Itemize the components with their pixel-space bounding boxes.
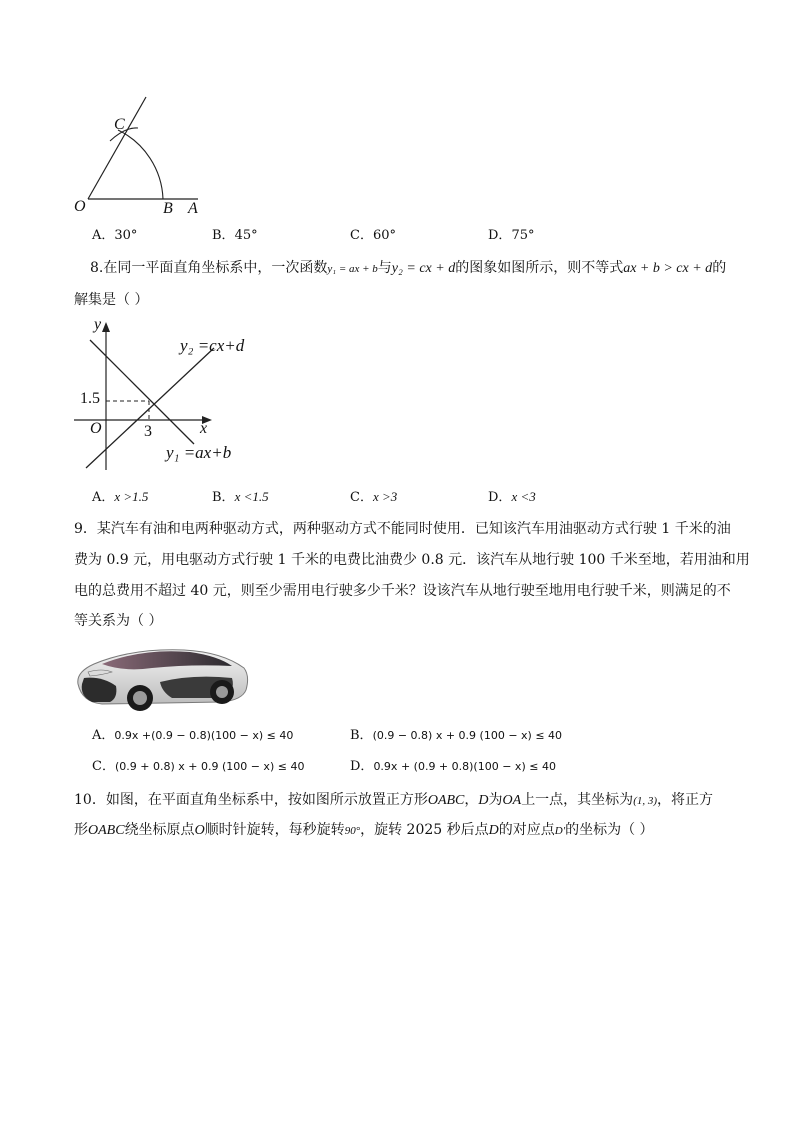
q10-stem-line1 (74, 790, 713, 811)
q10-text: 10．如图，在平面直角坐标系中，按如图所示放置正方形 (74, 792, 428, 808)
q8-x-tick-label: 3 (144, 423, 152, 440)
q10-origin: O (194, 823, 205, 838)
option-value: 0.9x + (0.9 + 0.8)(100 − x) ≤ 40 (373, 760, 556, 773)
q8-function-1: y₁ = ax + b (327, 263, 378, 275)
q9-option-b[interactable] (350, 726, 562, 746)
option-value: x <1.5 (234, 489, 269, 504)
q10-text: 的坐标为（ ） (565, 822, 654, 838)
sports-car-image (72, 642, 252, 714)
option-value: (0.9 + 0.8) x + 0.9 (100 − x) ≤ 40 (114, 760, 305, 773)
q8-y-axis-label: y (94, 316, 102, 333)
option-value: (0.9 − 0.8) x + 0.9 (100 − x) ≤ 40 (372, 729, 563, 742)
q10-point-d: D (478, 793, 489, 808)
q8-option-c[interactable] (350, 487, 397, 508)
q8-function-2: y₂ = cx + d (391, 261, 456, 276)
q9-option-d[interactable] (350, 757, 556, 777)
q10-rotation-angle: 90° (344, 825, 361, 837)
q10-text: 为 (488, 792, 503, 808)
q10-text: 上一点，其坐标为 (521, 792, 634, 808)
option-letter: B． (212, 490, 235, 505)
option-value: 30° (114, 228, 138, 243)
q10-square-name: OABC (427, 793, 465, 808)
option-letter: D． (488, 490, 512, 505)
option-letter: C． (92, 759, 115, 774)
q10-text: ， (464, 792, 479, 808)
q8-option-b[interactable] (212, 487, 269, 508)
q8-line-y1-label: y₁ =ax+b (166, 443, 232, 462)
q10-text: ，将正方 (657, 792, 714, 808)
q8-stem-line2: 解集是（ ） (74, 292, 149, 308)
q8-text-2: 与 (377, 260, 392, 276)
option-letter: B． (350, 728, 373, 743)
point-c-label: C (114, 116, 125, 133)
q7-option-c[interactable] (350, 226, 396, 246)
q10-text: ，旋转 2025 秒后点 (360, 822, 489, 838)
q10-stem-line2 (74, 820, 654, 841)
q8-option-a[interactable] (92, 487, 148, 508)
point-a-label: A (188, 200, 198, 217)
option-letter: D． (488, 228, 512, 243)
point-b-label: B (163, 200, 173, 217)
option-letter: A． (92, 728, 115, 743)
option-value: 60° (372, 228, 396, 243)
q10-text: 绕坐标原点 (124, 822, 195, 838)
q8-origin-label: O (90, 420, 102, 437)
q9-option-a[interactable] (92, 726, 293, 746)
option-letter: C． (350, 228, 373, 243)
point-o-label: O (74, 198, 86, 215)
q10-text: 形 (74, 822, 88, 838)
q8-x-axis-label: x (200, 420, 208, 437)
option-letter: B． (212, 228, 235, 243)
q10-point-d: D (488, 823, 499, 838)
option-value: 0.9x +(0.9 − 0.8)(100 − x) ≤ 40 (114, 729, 294, 742)
option-letter: C． (350, 490, 373, 505)
q9-stem-line4: 等关系为（ ） (74, 613, 163, 629)
q10-point-d-prime: D′ (554, 825, 566, 837)
q8-text-4: 的 (712, 260, 727, 276)
q8-number: 8. (90, 260, 104, 276)
q9-option-c[interactable] (92, 757, 304, 777)
option-value: x >1.5 (114, 489, 149, 504)
q10-text: 顺时针旋转，每秒旋转 (204, 822, 345, 838)
option-value: x >3 (372, 489, 398, 504)
q9-stem-line2: 费为 0.9 元，用电驱动方式行驶 1 千米的电费比油费少 0.8 元．该汽车从地行驶 100 千米至地，若用油和用 (74, 552, 750, 568)
q8-y-tick-label: 1.5 (80, 390, 100, 407)
q7-option-b[interactable] (212, 226, 258, 246)
option-letter: A． (92, 490, 115, 505)
q10-text: 的对应点 (498, 822, 555, 838)
option-value: 45° (234, 228, 258, 243)
option-letter: A． (92, 228, 115, 243)
option-value: x <3 (511, 489, 536, 504)
q8-stem-line1 (90, 258, 726, 279)
option-letter: D． (350, 759, 374, 774)
q8-option-d[interactable] (488, 487, 536, 508)
q10-segment-oa: OA (502, 793, 522, 808)
q8-text-3: 的图象如图所示，则不等式 (455, 260, 624, 276)
q8-text-1: 在同一平面直角坐标系中，一次函数 (103, 260, 328, 276)
q9-stem-line1: 9．某汽车有油和电两种驱动方式，两种驱动方式不能同时使用．已知该汽车用油驱动方式行驶 1 千米的油 (74, 521, 731, 537)
q7-option-d[interactable] (488, 226, 534, 246)
q10-coordinate: (1, 3) (633, 795, 658, 807)
q8-line-y2-label: y₂ =cx+d (180, 336, 245, 355)
option-value: 75° (511, 228, 535, 243)
q7-option-a[interactable] (92, 226, 137, 246)
q8-inequality: ax + b > cx + d (623, 261, 713, 276)
q10-square-name: OABC (88, 823, 125, 838)
q9-stem-line3: 电的总费用不超过 40 元，则至少需用电行驶多少千米？设该汽车从地行驶至地用电行驶千米，则满足的不 (74, 583, 731, 599)
